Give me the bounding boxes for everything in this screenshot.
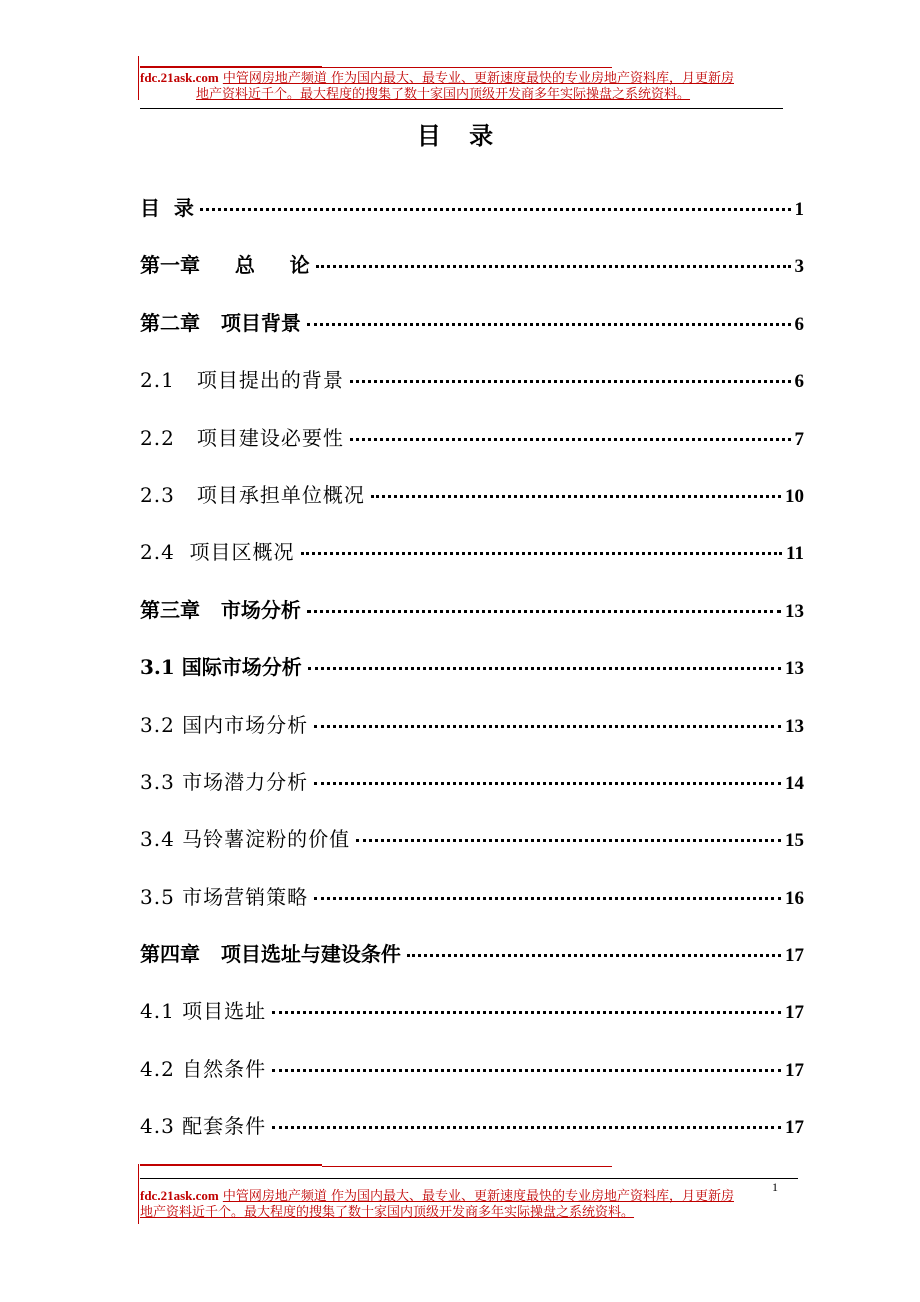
toc-entry-label: 3.4 马铃薯淀粉的价值 [140, 827, 351, 852]
toc-entry-page-number: 16 [785, 887, 804, 909]
toc-entry-label: 第三章 市场分析 [140, 597, 301, 622]
toc-entry-label: 第四章 项目选址与建设条件 [140, 942, 401, 967]
toc-entry-page-number: 14 [785, 772, 804, 794]
toc-entry-label: 4.1 项目选址 [140, 999, 267, 1024]
page-number: 1 [772, 1180, 778, 1194]
toc-entry[interactable] [140, 479, 804, 536]
toc-entry[interactable] [140, 364, 804, 421]
toc-entry[interactable] [140, 1110, 804, 1167]
toc-dot-leader [272, 1010, 781, 1014]
toc-entry-page-number: 13 [785, 715, 804, 737]
toc-entry-page-number: 17 [785, 1002, 804, 1024]
toc-dot-leader [307, 322, 791, 326]
toc-entry-label: 2.1 项目提出的背景 [140, 368, 344, 393]
toc-dot-leader [307, 609, 781, 613]
toc-entry[interactable] [140, 651, 804, 708]
footer-banner [140, 1188, 790, 1221]
toc-entry-page-number: 17 [785, 1117, 804, 1139]
toc-entry[interactable] [140, 881, 804, 938]
toc-entry-label: 3.1 国际市场分析 [140, 655, 302, 680]
toc-entry-label: 2.2 项目建设必要性 [140, 425, 344, 450]
toc-entry-page-number: 10 [785, 485, 804, 507]
toc-entry-page-number: 17 [785, 1059, 804, 1081]
footer-red-rule-thick [140, 1164, 322, 1166]
toc-entry-page-number: 13 [785, 658, 804, 680]
toc-entry-label: 3.3 市场潜力分析 [140, 769, 309, 794]
footer-text-line1: 中管网房地产频道 作为国内最大、最专业、更新速度最快的专业房地产资料库，月更新房 [222, 1189, 734, 1204]
footer-text-line2: 地产资料近千个。最大程度的搜集了数十家国内顶级开发商多年实际操盘之系统资料。 [140, 1205, 635, 1220]
toc-entry-label: 第二章 项目背景 [140, 310, 301, 335]
toc-dot-leader [308, 666, 781, 670]
header-text-line2: 地产资料近千个。最大程度的搜集了数十家国内顶级开发商多年实际操盘之系统资料。 [196, 87, 691, 102]
toc-entry-label: 3.5 市场营销策略 [140, 884, 309, 909]
toc-dot-leader [200, 207, 791, 211]
toc-entry-label: 2.3 项目承担单位概况 [140, 482, 365, 507]
toc-title: 目 录 [416, 121, 504, 150]
toc-dot-leader [314, 896, 781, 900]
header-text-line1: 中管网房地产频道 作为国内最大、最专业、更新速度最快的专业房地产资料库，月更新房 [222, 71, 734, 86]
toc-entry-page-number: 6 [794, 371, 804, 393]
toc-dot-leader [350, 437, 791, 441]
toc-entry-label: 第一章 总 论 [140, 253, 310, 278]
header-site-link[interactable]: fdc.21ask.com [140, 70, 219, 85]
toc-entry-page-number: 1 [794, 199, 804, 220]
toc-entry-page-number: 17 [785, 945, 804, 967]
toc-entry[interactable] [140, 709, 804, 766]
toc-entry[interactable] [140, 938, 804, 995]
toc-entry-page-number: 11 [786, 543, 804, 565]
toc-entry-page-number: 3 [794, 256, 804, 278]
toc-entry[interactable] [140, 249, 804, 306]
header-red-rule-thin [322, 67, 612, 68]
toc-list [140, 192, 804, 1168]
toc-entry[interactable] [140, 766, 804, 823]
toc-dot-leader [272, 1125, 781, 1129]
header-banner [140, 70, 790, 103]
toc-dot-leader [314, 724, 781, 728]
toc-entry-page-number: 6 [794, 313, 804, 335]
toc-dot-leader [301, 551, 783, 555]
header-black-rule [140, 108, 783, 109]
toc-entry[interactable] [140, 422, 804, 479]
toc-entry-label: 4.2 自然条件 [140, 1056, 267, 1081]
toc-dot-leader [350, 379, 791, 383]
header-red-rule-thick [140, 66, 322, 68]
footer-site-link[interactable]: fdc.21ask.com [140, 1188, 219, 1203]
toc-dot-leader [316, 264, 791, 268]
footer-black-rule [140, 1178, 798, 1179]
toc-entry-page-number: 15 [785, 830, 804, 852]
toc-entry-label: 目 录 [140, 196, 194, 220]
footer-red-rule-thin [322, 1166, 612, 1167]
toc-entry[interactable] [140, 536, 804, 593]
toc-entry[interactable] [140, 823, 804, 880]
toc-entry[interactable] [140, 307, 804, 364]
header-left-tick [138, 56, 139, 100]
toc-entry[interactable] [140, 594, 804, 651]
toc-entry[interactable] [140, 192, 804, 249]
toc-entry-page-number: 13 [785, 600, 804, 622]
toc-dot-leader [407, 953, 781, 957]
toc-dot-leader [371, 494, 781, 498]
toc-entry-label: 3.2 国内市场分析 [140, 712, 309, 737]
toc-dot-leader [314, 781, 781, 785]
toc-dot-leader [272, 1068, 781, 1072]
toc-entry-label: 2.4 项目区概况 [140, 540, 295, 565]
toc-entry-label: 4.3 配套条件 [140, 1114, 267, 1139]
toc-dot-leader [356, 838, 781, 842]
toc-entry-page-number: 7 [794, 428, 804, 450]
toc-entry[interactable] [140, 995, 804, 1052]
footer-left-tick [138, 1164, 139, 1224]
toc-entry[interactable] [140, 1053, 804, 1110]
